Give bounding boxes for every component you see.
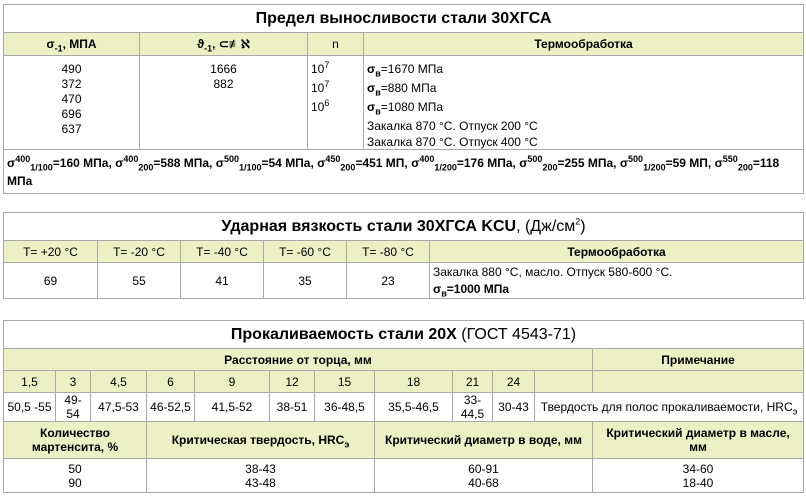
water-diameter-header: Критический диаметр в воде, мм	[375, 422, 593, 459]
impact-toughness-table	[3, 212, 804, 299]
sigma-value: 490	[61, 62, 82, 76]
hardness-value: 30-43	[493, 393, 535, 422]
impact-table-title: Ударная вязкость стали 30ХГСА KCU, $(Дж/см^2)$	[4, 213, 804, 241]
temp-header: T= +20 °С	[4, 241, 98, 263]
temp-header: T= -40 °С	[181, 241, 264, 263]
critical-hardness-values: 38-43 43-48	[147, 459, 375, 493]
tau-value: 1666	[210, 62, 237, 76]
critical-hardness-header: Критическая твердость, $HRC_э$	[147, 422, 375, 459]
hardness-value: 49-54	[56, 393, 91, 422]
note-spacer	[593, 371, 804, 393]
treatment-strength: $\sigma_в=1080$ МПа	[367, 100, 444, 117]
sigma-value: 696	[61, 107, 82, 121]
hardenability-table-title: Прокаливаемость стали 20Х (ГОСТ 4543-71)	[4, 321, 804, 349]
hardness-value: 33-44,5	[453, 393, 493, 422]
distance-value: 6	[147, 371, 195, 393]
hardness-note: Твердость для полос прокаливаемости, $HRC_э$	[535, 393, 804, 422]
hardness-value: 35,5-46,5	[375, 393, 453, 422]
hardness-value: 38-51	[270, 393, 315, 422]
sigma-values	[4, 56, 140, 150]
treatment-values	[364, 56, 804, 150]
n-value: $10^7$	[311, 60, 330, 76]
sigma-header: $\sigma_{-1}$, МПА	[4, 33, 140, 56]
distance-value: 9	[195, 371, 270, 393]
martensite-header: Количество мартенсита, %	[4, 422, 147, 459]
distance-value: 18	[375, 371, 453, 393]
impact-value: 55	[98, 263, 181, 299]
impact-treatment-header: Термообработка	[430, 241, 804, 263]
hardness-value: 36-48,5	[315, 393, 375, 422]
impact-value: 23	[347, 263, 430, 299]
treatment-text: Закалка 870 °С. Отпуск 200 °С	[367, 119, 538, 133]
hardness-value: 50,5 -55	[4, 393, 56, 422]
hardness-value: 46-52,5	[147, 393, 195, 422]
tau-header: $ϑ_{-1}$, ⊂≢ℵ	[140, 33, 308, 56]
n-value: $10^7$	[311, 79, 330, 95]
treatment-text: Закалка 870 °С. Отпуск 400 °С	[367, 135, 538, 149]
distance-value: 1,5	[4, 371, 56, 393]
fatigue-footnote: $\sigma^{400}_{1/100}=160$ МПа, $\sigma^{400}_{200}=588$ МПа, $\sigma^{500}_{1/100}=54$ МПа, $\sigma^{450}_{200}=451$ МП, $\sigma^{400}_{1/200}=176$ МПа, $\sigma^{500}_{200}=255$ МПа, $\sigma^{500}_{1/200}=59$ МП, $\sigma^{550}_{200}=118$ МПа	[4, 150, 804, 194]
hardness-value: 47,5-53	[91, 393, 147, 422]
treatment-strength: $\sigma_в=1670$ МПа	[367, 62, 444, 79]
n-values	[308, 56, 364, 150]
distance-value: 21	[453, 371, 493, 393]
distance-value: 15	[315, 371, 375, 393]
tau-values	[140, 56, 308, 150]
oil-diameter-values: 34-60 18-40	[593, 459, 804, 493]
impact-value: 69	[4, 263, 98, 299]
water-diameter-values: 60-91 40-68	[375, 459, 593, 493]
distance-header: Расстояние от торца, мм	[4, 349, 593, 371]
temp-header: T= -60 °С	[264, 241, 347, 263]
sigma-value: 637	[61, 122, 82, 136]
sigma-value: 470	[61, 92, 82, 106]
note-header: Примечание	[593, 349, 804, 371]
n-value: $10^6$	[311, 98, 330, 114]
martensite-values: 50 90	[4, 459, 147, 493]
hardenability-table	[3, 320, 804, 493]
treatment-strength: $\sigma_в=880$ МПа	[367, 81, 437, 98]
sigma-value: 372	[61, 77, 82, 91]
temp-header: T= -80 °С	[347, 241, 430, 263]
treatment-header: Термообработка	[364, 33, 804, 56]
oil-diameter-header: Критический диаметр в масле, мм	[593, 422, 804, 459]
impact-treatment: Закалка 880 °С, масло. Отпуск 580-600 °С. $\sigma_в=1000$ МПа	[430, 263, 804, 299]
distance-value: 4,5	[91, 371, 147, 393]
distance-spacer	[535, 371, 593, 393]
impact-value: 35	[264, 263, 347, 299]
distance-value: 12	[270, 371, 315, 393]
distance-value: 3	[56, 371, 91, 393]
impact-value: 41	[181, 263, 264, 299]
hardness-value: 41,5-52	[195, 393, 270, 422]
temp-header: T= -20 °С	[98, 241, 181, 263]
fatigue-limit-table	[3, 4, 804, 194]
distance-value: 24	[493, 371, 535, 393]
tau-value: 882	[213, 77, 234, 91]
fatigue-table-title: Предел выносливости стали 30ХГСА	[4, 5, 804, 33]
n-header: n	[308, 33, 364, 56]
